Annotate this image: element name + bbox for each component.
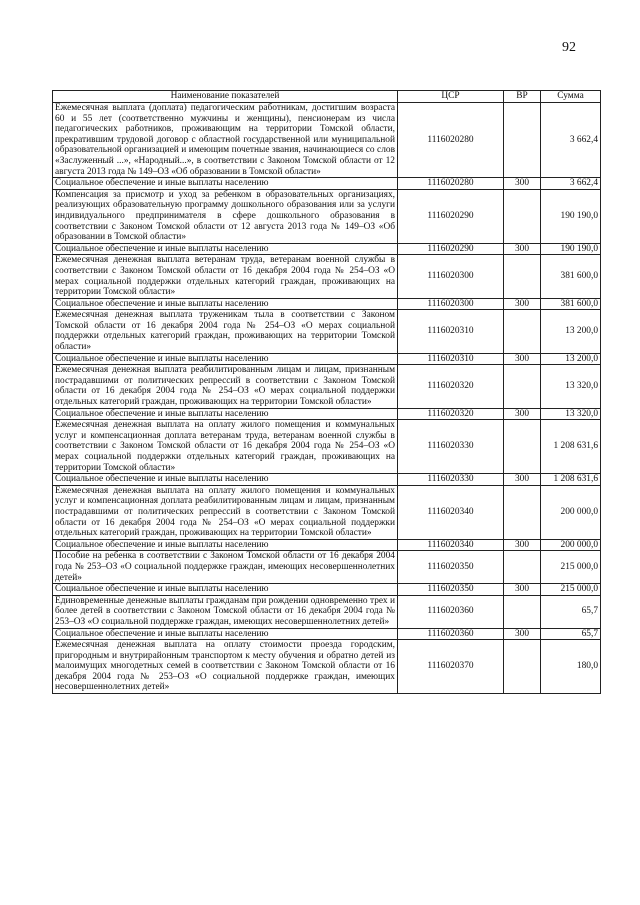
row-name-cell: Ежемесячная денежная выплата на оплату жилого помещения и коммунальных услуг и компенсационная доплата реабилитированным лицам и лицам, признанным пострадавшими от политических репрессий в соответствии с Законом Томской области от 16 декабря 2004 года № 254–ОЗ «О мерах социальной поддержки отдельных категорий граждан, проживающих на территории Томской области» bbox=[53, 485, 398, 539]
row-csr-cell: 1116020360 bbox=[398, 628, 504, 640]
row-vr-cell: 300 bbox=[504, 243, 541, 255]
row-name-cell: Социальное обеспечение и иные выплаты населению bbox=[53, 408, 398, 420]
row-csr-cell: 1116020290 bbox=[398, 243, 504, 255]
table-row bbox=[53, 365, 601, 408]
row-sum-cell: 200 000,0 bbox=[541, 485, 601, 539]
header-csr: ЦСР bbox=[398, 91, 504, 103]
row-vr-cell bbox=[504, 255, 541, 298]
table-row bbox=[53, 628, 601, 640]
row-name-cell: Ежемесячная денежная выплата труженикам тыла в соответствии с Законом Томской области от 16 декабря 2004 года № 254–ОЗ «О мерах социальной поддержки отдельных категорий граждан, проживающих на территории Томской области» bbox=[53, 310, 398, 353]
table-row bbox=[53, 584, 601, 596]
row-sum-cell: 1 208 631,6 bbox=[541, 420, 601, 474]
row-csr-cell: 1116020340 bbox=[398, 485, 504, 539]
row-sum-cell: 200 000,0 bbox=[541, 539, 601, 551]
row-sum-cell: 3 662,4 bbox=[541, 103, 601, 178]
table-row bbox=[53, 539, 601, 551]
row-name-cell: Социальное обеспечение и иные выплаты населению bbox=[53, 474, 398, 486]
row-name-cell: Социальное обеспечение и иные выплаты населению bbox=[53, 628, 398, 640]
header-row bbox=[53, 91, 601, 103]
row-name-cell: Социальное обеспечение и иные выплаты населению bbox=[53, 539, 398, 551]
table-row bbox=[53, 298, 601, 310]
row-name-cell: Социальное обеспечение и иные выплаты населению bbox=[53, 353, 398, 365]
row-vr-cell: 300 bbox=[504, 628, 541, 640]
row-name-cell: Ежемесячная денежная выплата реабилитированным лицам и лицам, признанным пострадавшими от политических репрессий в соответствии с Законом Томской области от 16 декабря 2004 года № 254–ОЗ «О мерах социальной поддержки отдельных категорий граждан, проживающих на территории Томской области» bbox=[53, 365, 398, 408]
table-body bbox=[53, 103, 601, 694]
table-row bbox=[53, 408, 601, 420]
row-name-cell: Ежемесячная денежная выплата ветеранам труда, ветеранам военной службы в соответствии с Законом Томской области от 16 декабря 2004 года № 254–ОЗ «О мерах социальной поддержки отдельных категорий граждан, проживающих на территории Томской области» bbox=[53, 255, 398, 298]
table-row bbox=[53, 551, 601, 584]
row-vr-cell bbox=[504, 365, 541, 408]
budget-table bbox=[52, 90, 601, 694]
row-csr-cell: 1116020370 bbox=[398, 640, 504, 694]
row-csr-cell: 1116020300 bbox=[398, 298, 504, 310]
row-name-cell: Компенсация за присмотр и уход за ребенком в образовательных организациях, реализующих образовательную программу дошкольного образования или за услуги индивидуального предпринимателя в сфере дошкольного образования в соответствии с Законом Томской области от 12 августа 2013 года № 149–ОЗ «Об образовании в Томской области» bbox=[53, 189, 398, 243]
row-vr-cell bbox=[504, 189, 541, 243]
row-vr-cell: 300 bbox=[504, 474, 541, 486]
table-row bbox=[53, 103, 601, 178]
table-header bbox=[53, 91, 601, 103]
row-vr-cell: 300 bbox=[504, 353, 541, 365]
header-vr: ВР bbox=[504, 91, 541, 103]
table-row bbox=[53, 595, 601, 628]
row-vr-cell bbox=[504, 640, 541, 694]
row-csr-cell: 1116020320 bbox=[398, 408, 504, 420]
row-csr-cell: 1116020350 bbox=[398, 551, 504, 584]
row-name-cell: Ежемесячная денежная выплата на оплату жилого помещения и коммунальных услуг и компенсационная доплата ветеранам труда, ветеранам военной службы в соответствии с Законом Томской области от 16 декабря 2004 года № 254–ОЗ «О мерах социальной поддержки отдельных категорий граждан, проживающих на территории Томской области» bbox=[53, 420, 398, 474]
row-vr-cell: 300 bbox=[504, 298, 541, 310]
row-name-cell: Ежемесячная денежная выплата на оплату стоимости проезда городским, пригородным и внутрирайонным транспортом к месту обучения и обратно детей из малоимущих многодетных семей в соответствии с Законом Томской области от 16 декабря 2004 года № 253–ОЗ «О социальной поддержке граждан, имеющих несовершеннолетних детей» bbox=[53, 640, 398, 694]
row-csr-cell: 1116020300 bbox=[398, 255, 504, 298]
table-row bbox=[53, 243, 601, 255]
table-row bbox=[53, 310, 601, 353]
row-vr-cell: 300 bbox=[504, 178, 541, 190]
row-csr-cell: 1116020350 bbox=[398, 584, 504, 596]
header-name: Наименование показателей bbox=[53, 91, 398, 103]
row-vr-cell bbox=[504, 551, 541, 584]
row-sum-cell: 3 662,4 bbox=[541, 178, 601, 190]
table-row bbox=[53, 189, 601, 243]
row-sum-cell: 1 208 631,6 bbox=[541, 474, 601, 486]
row-csr-cell: 1116020320 bbox=[398, 365, 504, 408]
row-vr-cell bbox=[504, 103, 541, 178]
row-name-cell: Ежемесячная выплата (доплата) педагогическим работникам, достигшим возраста 60 и 55 лет (соответственно мужчины и женщины), пенсионерам из числа педагогических работников, проживающим на территории Томской области, прекратившим трудовой договор с областной государственной или муниципальной образовательной организацией и имеющим почетные звания, начинающиеся со слов «Заслуженный ...», «Народный...», в соответствии с Законом Томской области от 12 августа 2013 года № 149–ОЗ «Об образовании в Томской области» bbox=[53, 103, 398, 178]
row-sum-cell: 65,7 bbox=[541, 628, 601, 640]
row-sum-cell: 13 320,0 bbox=[541, 408, 601, 420]
row-vr-cell: 300 bbox=[504, 584, 541, 596]
row-csr-cell: 1116020360 bbox=[398, 595, 504, 628]
row-vr-cell bbox=[504, 310, 541, 353]
table-row bbox=[53, 255, 601, 298]
row-name-cell: Социальное обеспечение и иные выплаты населению bbox=[53, 584, 398, 596]
row-sum-cell: 381 600,0 bbox=[541, 255, 601, 298]
row-sum-cell: 215 000,0 bbox=[541, 551, 601, 584]
row-csr-cell: 1116020310 bbox=[398, 353, 504, 365]
row-name-cell: Социальное обеспечение и иные выплаты населению bbox=[53, 178, 398, 190]
table-row bbox=[53, 485, 601, 539]
row-vr-cell: 300 bbox=[504, 539, 541, 551]
row-name-cell: Единовременные денежные выплаты гражданам при рождении одновременно трех и более детей в соответствии с Законом Томской области от 16 декабря 2004 года № 253–ОЗ «О социальной поддержке граждан, имеющих несовершеннолетних детей» bbox=[53, 595, 398, 628]
row-vr-cell bbox=[504, 420, 541, 474]
row-vr-cell bbox=[504, 595, 541, 628]
row-csr-cell: 1116020290 bbox=[398, 189, 504, 243]
row-csr-cell: 1116020310 bbox=[398, 310, 504, 353]
row-sum-cell: 381 600,0 bbox=[541, 298, 601, 310]
row-csr-cell: 1116020330 bbox=[398, 474, 504, 486]
header-sum: Сумма bbox=[541, 91, 601, 103]
row-sum-cell: 180,0 bbox=[541, 640, 601, 694]
row-sum-cell: 215 000,0 bbox=[541, 584, 601, 596]
row-sum-cell: 13 320,0 bbox=[541, 365, 601, 408]
table-row bbox=[53, 178, 601, 190]
row-sum-cell: 13 200,0 bbox=[541, 353, 601, 365]
table-row bbox=[53, 420, 601, 474]
table-row bbox=[53, 474, 601, 486]
table-row bbox=[53, 640, 601, 694]
row-sum-cell: 13 200,0 bbox=[541, 310, 601, 353]
row-vr-cell: 300 bbox=[504, 408, 541, 420]
row-csr-cell: 1116020280 bbox=[398, 103, 504, 178]
row-csr-cell: 1116020330 bbox=[398, 420, 504, 474]
row-vr-cell bbox=[504, 485, 541, 539]
row-csr-cell: 1116020340 bbox=[398, 539, 504, 551]
row-sum-cell: 190 190,0 bbox=[541, 243, 601, 255]
page-number: 92 bbox=[562, 40, 576, 55]
row-name-cell: Социальное обеспечение и иные выплаты населению bbox=[53, 298, 398, 310]
row-sum-cell: 190 190,0 bbox=[541, 189, 601, 243]
row-sum-cell: 65,7 bbox=[541, 595, 601, 628]
table-row bbox=[53, 353, 601, 365]
row-csr-cell: 1116020280 bbox=[398, 178, 504, 190]
row-name-cell: Пособие на ребенка в соответствии с Законом Томской области от 16 декабря 2004 года № 253–ОЗ «О социальной поддержке граждан, имеющих несовершеннолетних детей» bbox=[53, 551, 398, 584]
row-name-cell: Социальное обеспечение и иные выплаты населению bbox=[53, 243, 398, 255]
